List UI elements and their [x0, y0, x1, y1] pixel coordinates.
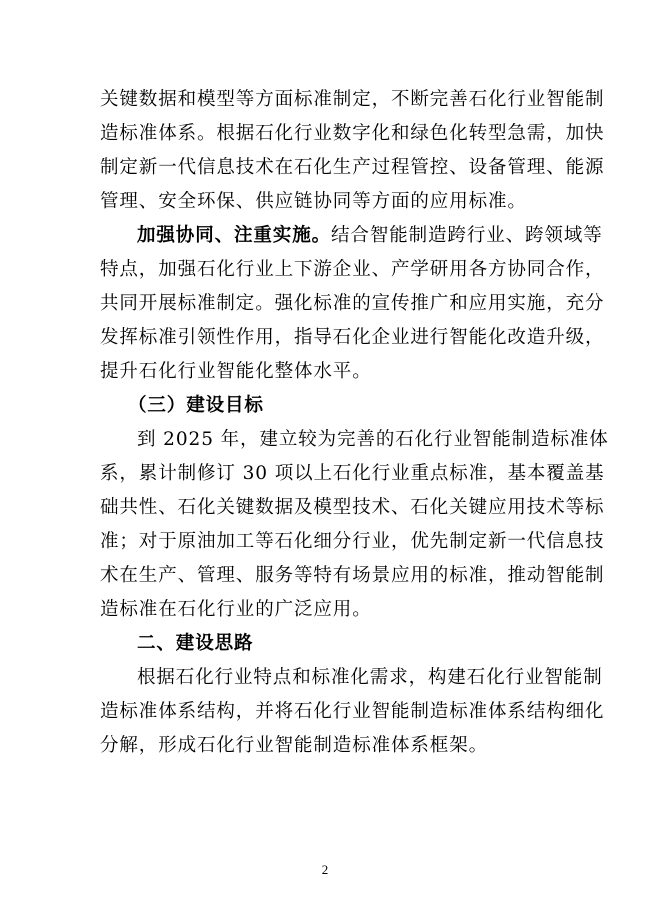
paragraph-line: 造标准体系。根据石化行业数字化和绿色化转型急需，加快 — [100, 123, 605, 144]
paragraph-line: 术在生产、管理、服务等特有场景应用的标准，推动智能制 — [100, 565, 605, 586]
paragraph-line: 造标准在石化行业的广泛应用。 — [100, 599, 372, 620]
paragraph-line: 发挥标准引领性作用，指导石化企业进行智能化改造升级， — [100, 327, 605, 348]
paragraph-first-line — [137, 225, 603, 247]
paragraph-line: 提升石化行业智能化整体水平。 — [100, 361, 372, 382]
paragraph-lead: 加强协同、注重实施。 — [137, 225, 332, 246]
paragraph-line: 共同开展标准制定。强化标准的宣传推广和应用实施，充分 — [100, 293, 605, 314]
paragraph-line: 特点，加强石化行业上下游企业、产学研用各方协同合作， — [100, 259, 605, 280]
page-number: 2 — [321, 862, 329, 877]
section-heading: 二、建设思路 — [137, 633, 254, 654]
paragraph-line: 准；对于原油加工等石化细分行业，优先制定新一代信息技 — [100, 531, 605, 552]
paragraph-line: 到 2025 年，建立较为完善的石化行业智能制造标准体 — [137, 429, 609, 450]
paragraph-text: 结合智能制造跨行业、跨领域等 — [331, 225, 603, 246]
paragraph-line: 础共性、石化关键数据及模型技术、石化关键应用技术等标 — [100, 497, 605, 518]
paragraph-line: 分解，形成石化行业智能制造标准体系框架。 — [100, 735, 489, 756]
paragraph-line: 系，累计制修订 30 项以上石化行业重点标准，基本覆盖基 — [100, 463, 605, 484]
paragraph-line: 管理、安全环保、供应链协同等方面的应用标准。 — [100, 191, 527, 212]
paragraph-line: 造标准体系结构，并将石化行业智能制造标准体系结构细化 — [100, 701, 605, 722]
section-heading: （三）建设目标 — [128, 395, 264, 416]
paragraph-line: 关键数据和模型等方面标准制定，不断完善石化行业智能制 — [100, 89, 605, 110]
paragraph-line: 制定新一代信息技术在石化生产过程管控、设备管理、能源 — [100, 157, 605, 178]
paragraph-line: 根据石化行业特点和标准化需求，构建石化行业智能制 — [137, 667, 603, 688]
